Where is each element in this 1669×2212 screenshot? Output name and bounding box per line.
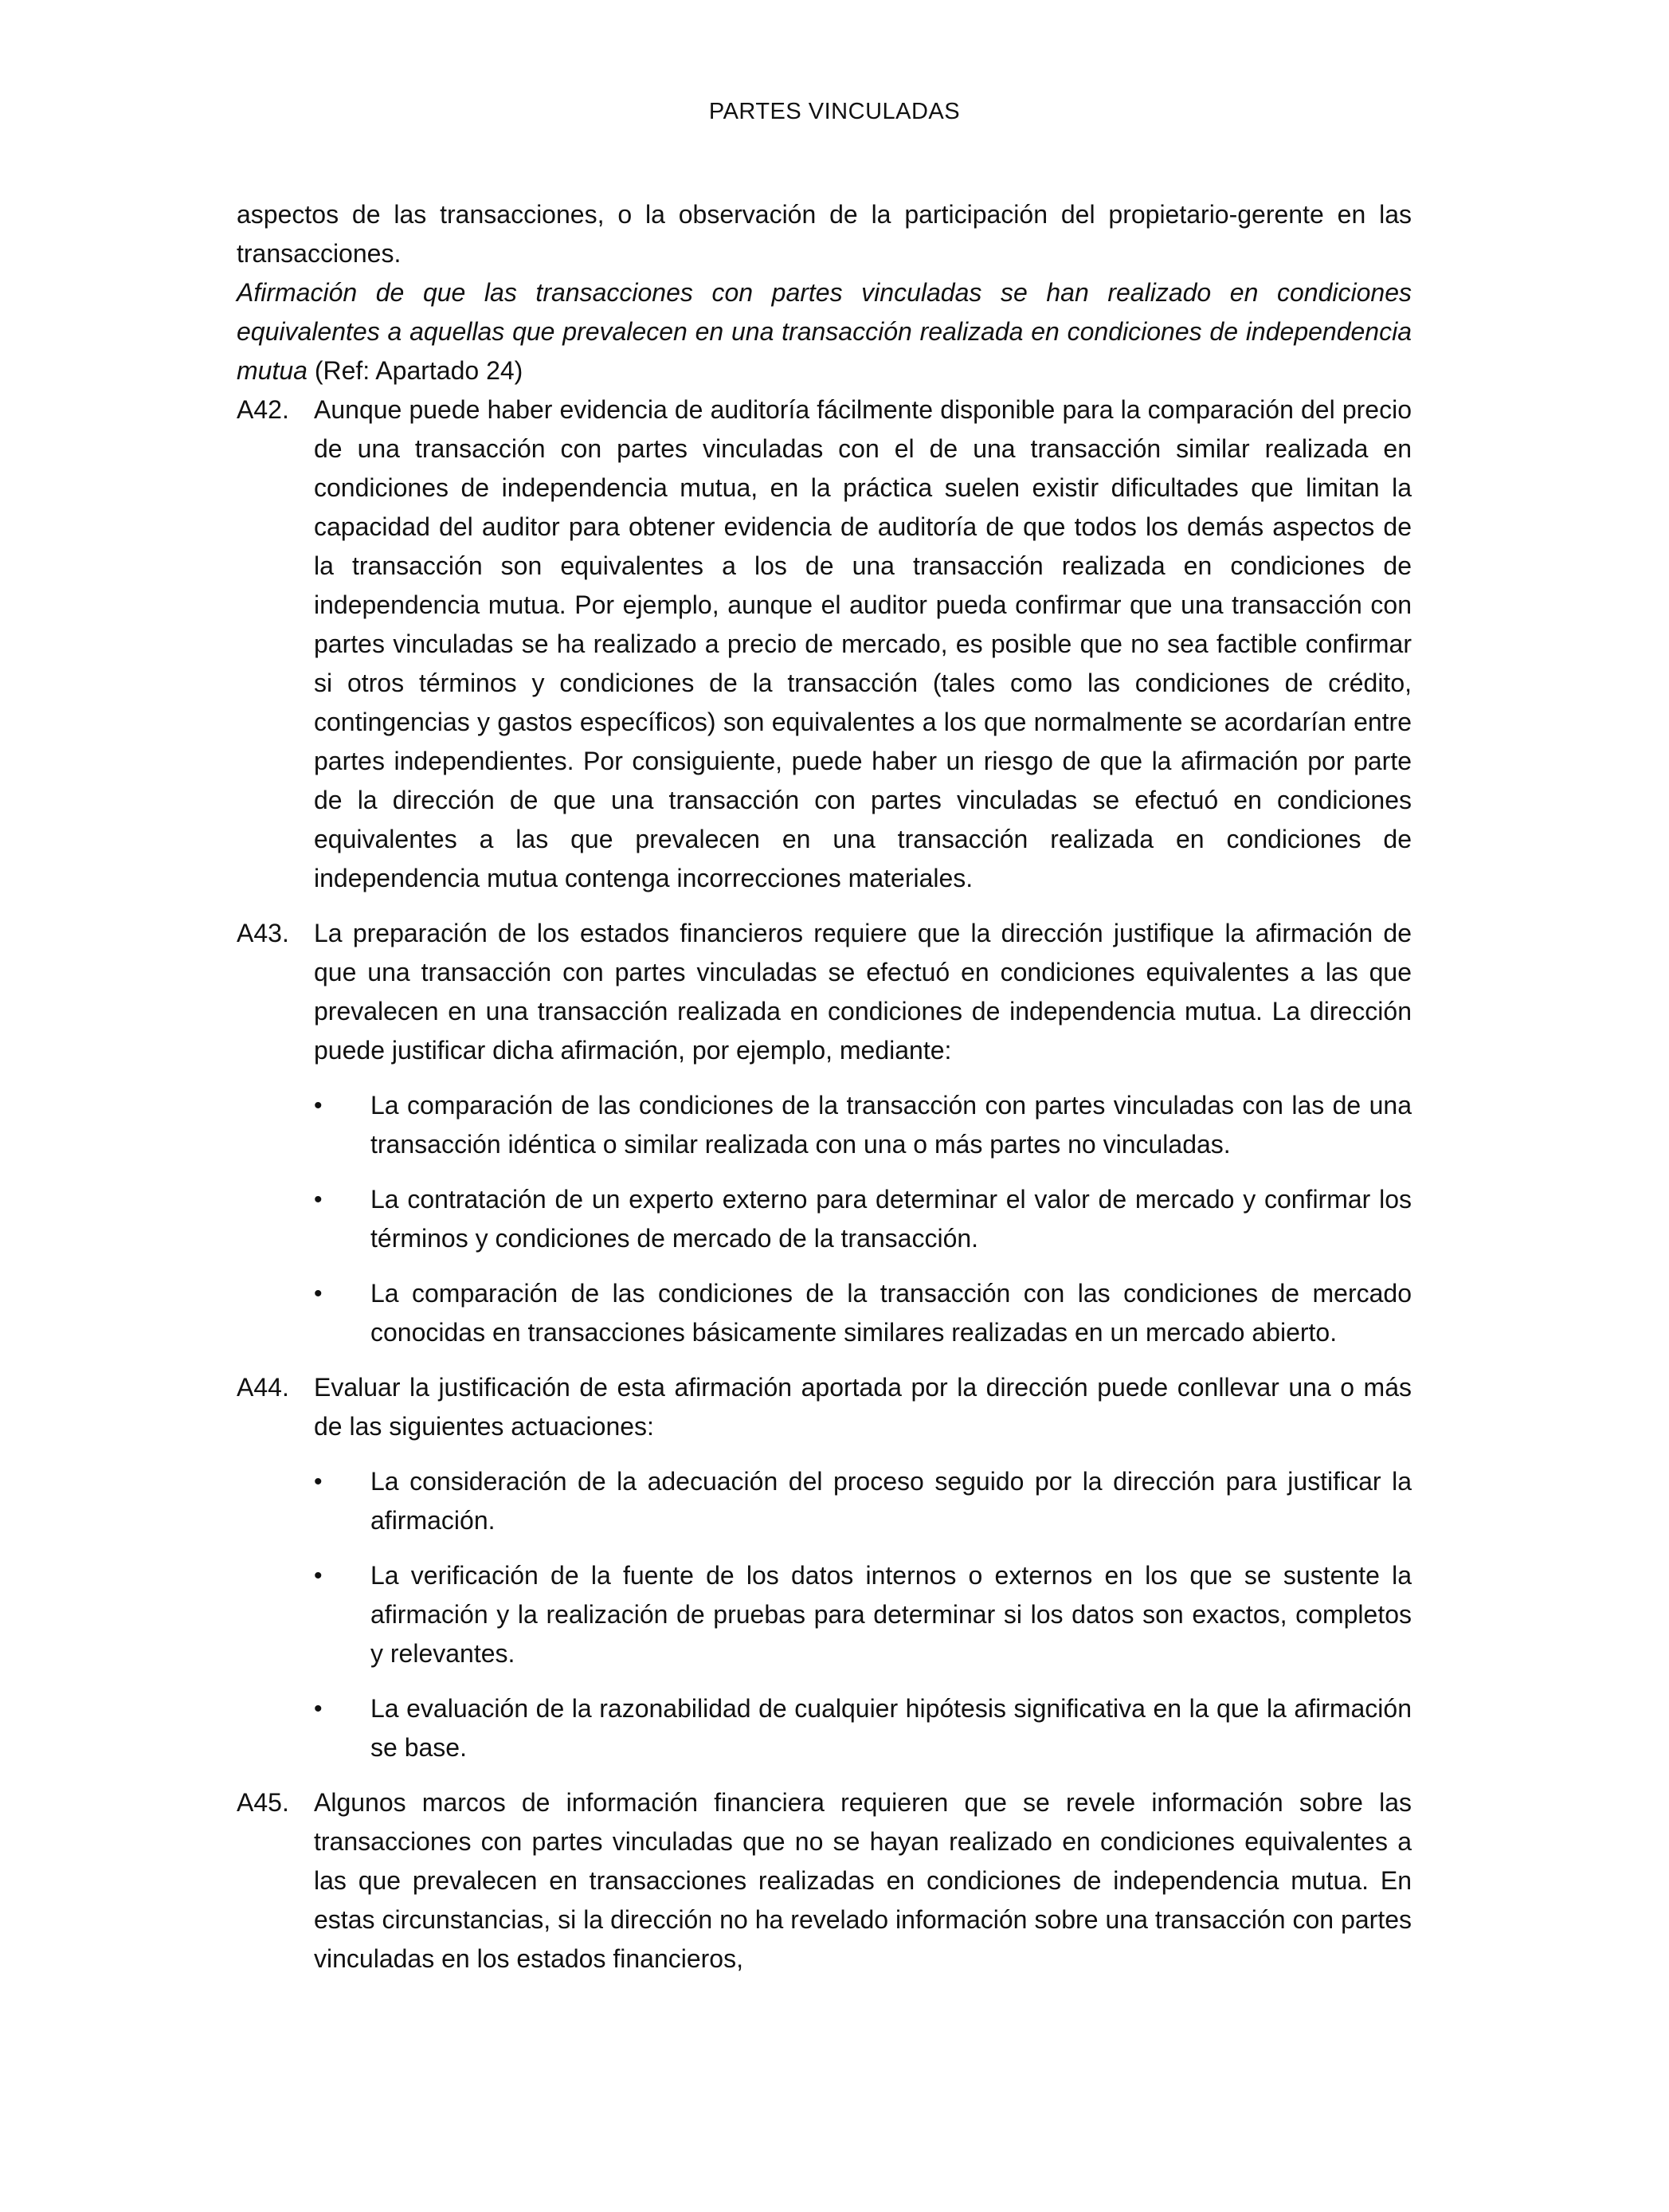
paragraph-text: Algunos marcos de información financiera requieren que se revele información sobre las transacciones con partes vinculadas que no se hayan realizado en condiciones equivalentes a las que prevalecen en transacciones realizadas en condiciones de independencia mutua. En estas circunstancias, si la dirección no ha revelado información sobre una transacción con partes vinculadas en los estados financieros,: [314, 1788, 1412, 1973]
list-item: [314, 1556, 1412, 1673]
bullet-marker: •: [314, 1469, 323, 1495]
paragraph-a43: [237, 914, 1412, 1070]
list-item-text: La comparación de las condiciones de la transacción con las condiciones de mercado conocidas en transacciones básicamente similares realizadas en un mercado abierto.: [370, 1279, 1412, 1347]
paragraph-a45: [237, 1783, 1412, 1979]
paragraph-text: Evaluar la justificación de esta afirmación aportada por la dirección puede conllevar una o más de las siguientes actuaciones:: [314, 1373, 1412, 1441]
page-content: [237, 195, 1412, 1994]
list-item-text: La verificación de la fuente de los datos internos o externos en los que se sustente la afirmación y la realización de pruebas para determinar si los datos son exactos, completos y relevantes.: [370, 1561, 1412, 1668]
list-item: [314, 1274, 1412, 1352]
section-heading-title: Afirmación de que las transacciones con partes vinculadas se han realizado en condiciones equivalentes a aquellas que prevalecen en una transacción realizada en condiciones de independencia mutua: [237, 278, 1412, 385]
list-item: [314, 1086, 1412, 1164]
continuation-paragraph: aspectos de las transacciones, o la observación de la participación del propietario-gerente en las transacciones.: [237, 200, 1412, 268]
running-header: PARTES VINCULADAS: [708, 99, 961, 124]
bullet-marker: •: [314, 1563, 323, 1589]
list-item-text: La evaluación de la razonabilidad de cualquier hipótesis significativa en la que la afirmación se base.: [370, 1694, 1412, 1762]
list-item-text: La contratación de un experto externo para determinar el valor de mercado y confirmar los términos y condiciones de mercado de la transacción.: [370, 1185, 1412, 1253]
paragraph-number: A43.: [237, 919, 289, 947]
list-item: [314, 1462, 1412, 1540]
paragraph-a44: [237, 1368, 1412, 1446]
paragraph-text: La preparación de los estados financieros requiere que la dirección justifique la afirmación de que una transacción con partes vinculadas se efectuó en condiciones equivalentes a las que prevalecen en una transacción realizada en condiciones de independencia mutua. La dirección puede justificar dicha afirmación, por ejemplo, mediante:: [314, 919, 1412, 1065]
bullet-marker: •: [314, 1696, 323, 1722]
paragraph-number: A42.: [237, 395, 289, 424]
list-item: [314, 1689, 1412, 1767]
list-item: [314, 1180, 1412, 1258]
paragraph-a42: [237, 390, 1412, 898]
paragraph-number: A45.: [237, 1788, 289, 1817]
section-heading-ref: (Ref: Apartado 24): [307, 356, 523, 385]
list-item-text: La comparación de las condiciones de la transacción con partes vinculadas con las de una transacción idéntica o similar realizada con una o más partes no vinculadas.: [370, 1091, 1412, 1159]
paragraph-number: A44.: [237, 1373, 289, 1402]
bullet-marker: •: [314, 1186, 323, 1213]
list-item-text: La consideración de la adecuación del proceso seguido por la dirección para justificar la afirmación.: [370, 1467, 1412, 1535]
bullet-marker: •: [314, 1281, 323, 1307]
paragraph-text: Aunque puede haber evidencia de auditoría fácilmente disponible para la comparación del precio de una transacción con partes vinculadas con el de una transacción similar realizada en condiciones de independencia mutua, en la práctica suelen existir dificultades que limitan la capacidad del auditor para obtener evidencia de auditoría de que todos los demás aspectos de la transacción son equivalentes a los de una transacción realizada en condiciones de independencia mutua. Por ejemplo, aunque el auditor pueda confirmar que una transacción con partes vinculadas se ha realizado a precio de mercado, es posible que no sea factible confirmar si otros términos y condiciones de la transacción (tales como las condiciones de crédito, contingencias y gastos específicos) son equivalentes a los que normalmente se acordarían entre partes independientes. Por consiguiente, puede haber un riesgo de que la afirmación por parte de la dirección de que una transacción con partes vinculadas se efectuó en condiciones equivalentes a las que prevalecen en una transacción realizada en condiciones de independencia mutua contenga incorrecciones materiales.: [314, 395, 1412, 892]
bullet-marker: •: [314, 1092, 323, 1119]
section-heading: [237, 273, 1412, 390]
